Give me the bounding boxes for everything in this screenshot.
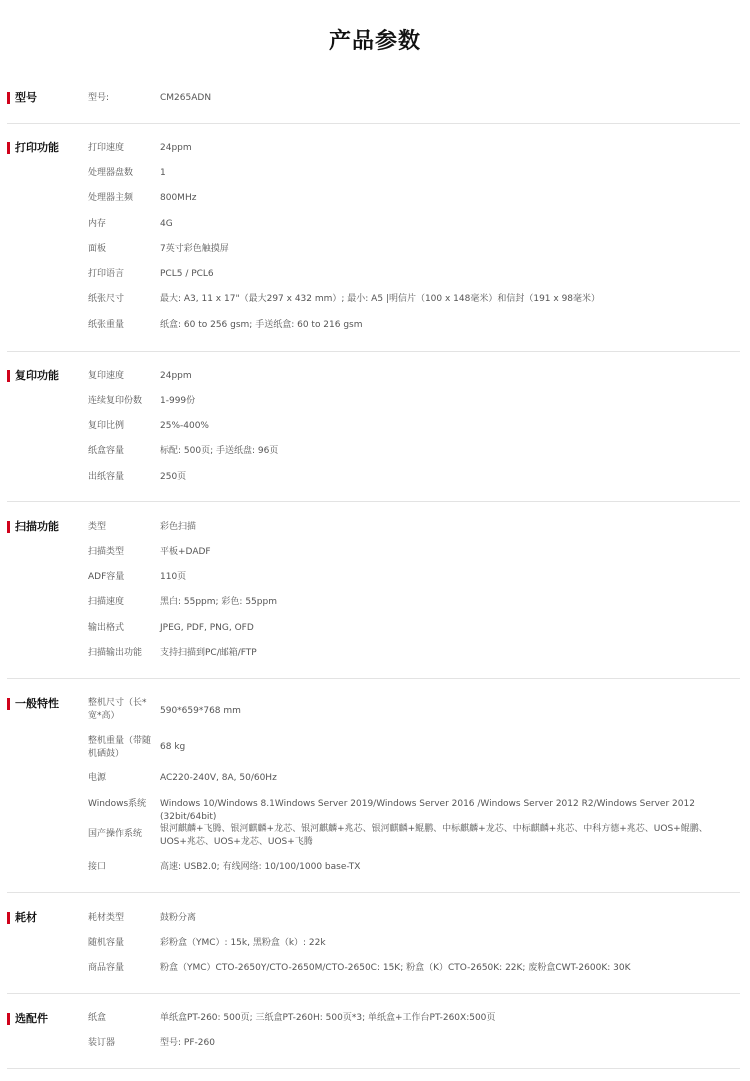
spec-label: 装订器 [88, 1038, 116, 1048]
spec-value: 平板+DADF [160, 547, 211, 557]
spec-label: 处理器盘数 [88, 168, 134, 178]
spec-label: 扫描速度 [88, 597, 125, 607]
section-marker [7, 1013, 10, 1025]
spec-value: 最大: A3, 11 x 17"（最大297 x 432 mm）; 最小: A5 |明信片（100 x 148毫米）和信封（191 x 98毫米） [160, 294, 601, 304]
spec-label: 面板 [88, 244, 107, 254]
spec-label: 打印语言 [88, 269, 125, 279]
spec-label: 整机尺寸（长*宽*高） [88, 698, 147, 721]
spec-value: JPEG, PDF, PNG, OFD [160, 623, 254, 633]
section-marker [7, 521, 10, 533]
spec-value: CM265ADN [160, 93, 212, 103]
spec-value: 鼓粉分离 [160, 913, 197, 923]
spec-value: 4G [160, 219, 173, 229]
spec-label: 输出格式 [88, 623, 125, 633]
spec-value: Windows 10/Windows 8.1Windows Server 2019/Windows Server 2016 /Windows Server 2012 R2/Windows Server 2012 (32bit/64bit) [160, 799, 695, 822]
spec-value: 24ppm [160, 371, 192, 381]
spec-label: 电源 [88, 773, 107, 783]
spec-value: 110页 [160, 572, 187, 582]
section-marker [7, 370, 10, 382]
section-marker [7, 92, 10, 104]
spec-value: 800MHz [160, 193, 197, 203]
spec-label: 国产操作系统 [88, 829, 143, 839]
spec-label: 纸张尺寸 [88, 294, 125, 304]
divider [7, 892, 740, 893]
section-title: 选配件 [15, 1012, 48, 1025]
spec-value: 粉盒（YMC）CTO-2650Y/CTO-2650M/CTO-2650C: 15K; 粉盒（K）CTO-2650K: 22K; 废粉盒CWT-2600K: 30K [160, 963, 631, 973]
spec-label: 出纸容量 [88, 472, 125, 482]
spec-value: 7英寸彩色触摸屏 [160, 244, 229, 254]
spec-label: 连续复印份数 [88, 396, 143, 406]
section-title: 复印功能 [15, 369, 59, 382]
divider [7, 123, 740, 124]
section-marker [7, 698, 10, 710]
spec-value: 彩粉盒（YMC）: 15k, 黑粉盒（k）: 22k [160, 938, 326, 948]
spec-label: 型号: [88, 93, 110, 103]
spec-label: 类型 [88, 522, 107, 532]
spec-value: 银河麒麟+飞腾、银河麒麟+龙芯、银河麒麟+兆芯、银河麒麟+鲲鹏、中标麒麟+龙芯、中标麒麟+兆芯、中科方德+兆芯、UOS+鲲鹏、UOS+兆芯、UOS+龙芯、UOS+飞腾 [160, 824, 708, 847]
spec-label: 商品容量 [88, 963, 125, 973]
spec-value: 彩色扫描 [160, 522, 197, 532]
spec-value: 25%-400% [160, 421, 209, 431]
divider [7, 1068, 740, 1069]
spec-value: 590*659*768 mm [160, 706, 241, 716]
spec-label: ADF容量 [88, 572, 125, 582]
spec-label: 处理器主频 [88, 193, 134, 203]
spec-label: 复印速度 [88, 371, 125, 381]
section-marker [7, 912, 10, 924]
section-title: 型号 [15, 91, 37, 104]
section-title: 扫描功能 [15, 520, 59, 533]
spec-label: 扫描输出功能 [88, 648, 143, 658]
divider [7, 351, 740, 352]
spec-label: 纸盒 [88, 1013, 107, 1023]
spec-value: 68 kg [160, 742, 186, 752]
spec-value: 纸盒: 60 to 256 gsm; 手送纸盒: 60 to 216 gsm [160, 320, 363, 330]
section-marker [7, 142, 10, 154]
divider [7, 993, 740, 994]
section-title: 耗材 [15, 911, 37, 924]
spec-label: 内存 [88, 219, 107, 229]
page-title: 产品参数 [328, 29, 421, 54]
spec-label: 随机容量 [88, 938, 125, 948]
spec-value: 型号: PF-260 [160, 1038, 215, 1048]
spec-value: AC220-240V, 8A, 50/60Hz [160, 773, 277, 783]
spec-value: 支持扫描到PC/邮箱/FTP [160, 648, 257, 658]
spec-label: 打印速度 [88, 143, 125, 153]
spec-value: 250页 [160, 472, 187, 482]
spec-label: 扫描类型 [88, 547, 125, 557]
spec-value: 24ppm [160, 143, 192, 153]
spec-label: Windows系统 [88, 799, 147, 809]
section-title: 打印功能 [15, 141, 59, 154]
spec-value: 标配: 500页; 手送纸盘: 96页 [160, 446, 279, 456]
spec-label: 接口 [88, 862, 107, 872]
spec-label: 整机重量（带随机硒鼓） [88, 736, 152, 759]
spec-label: 纸张重量 [88, 320, 125, 330]
spec-value: 1-999份 [160, 396, 196, 406]
spec-label: 纸盒容量 [88, 446, 125, 456]
spec-value: 高速: USB2.0; 有线网络: 10/100/1000 base-TX [160, 862, 361, 872]
spec-value: 1 [160, 168, 166, 178]
divider [7, 501, 740, 502]
spec-label: 复印比例 [88, 421, 125, 431]
divider [7, 678, 740, 679]
section-title: 一般特性 [15, 697, 59, 710]
spec-value: 黑白: 55ppm; 彩色: 55ppm [160, 597, 277, 607]
spec-value: 单纸盒PT-260: 500页; 三纸盒PT-260H: 500页*3; 单纸盒+工作台PT-260X:500页 [160, 1013, 496, 1023]
spec-value: PCL5 / PCL6 [160, 269, 214, 279]
spec-label: 耗材类型 [88, 913, 125, 923]
